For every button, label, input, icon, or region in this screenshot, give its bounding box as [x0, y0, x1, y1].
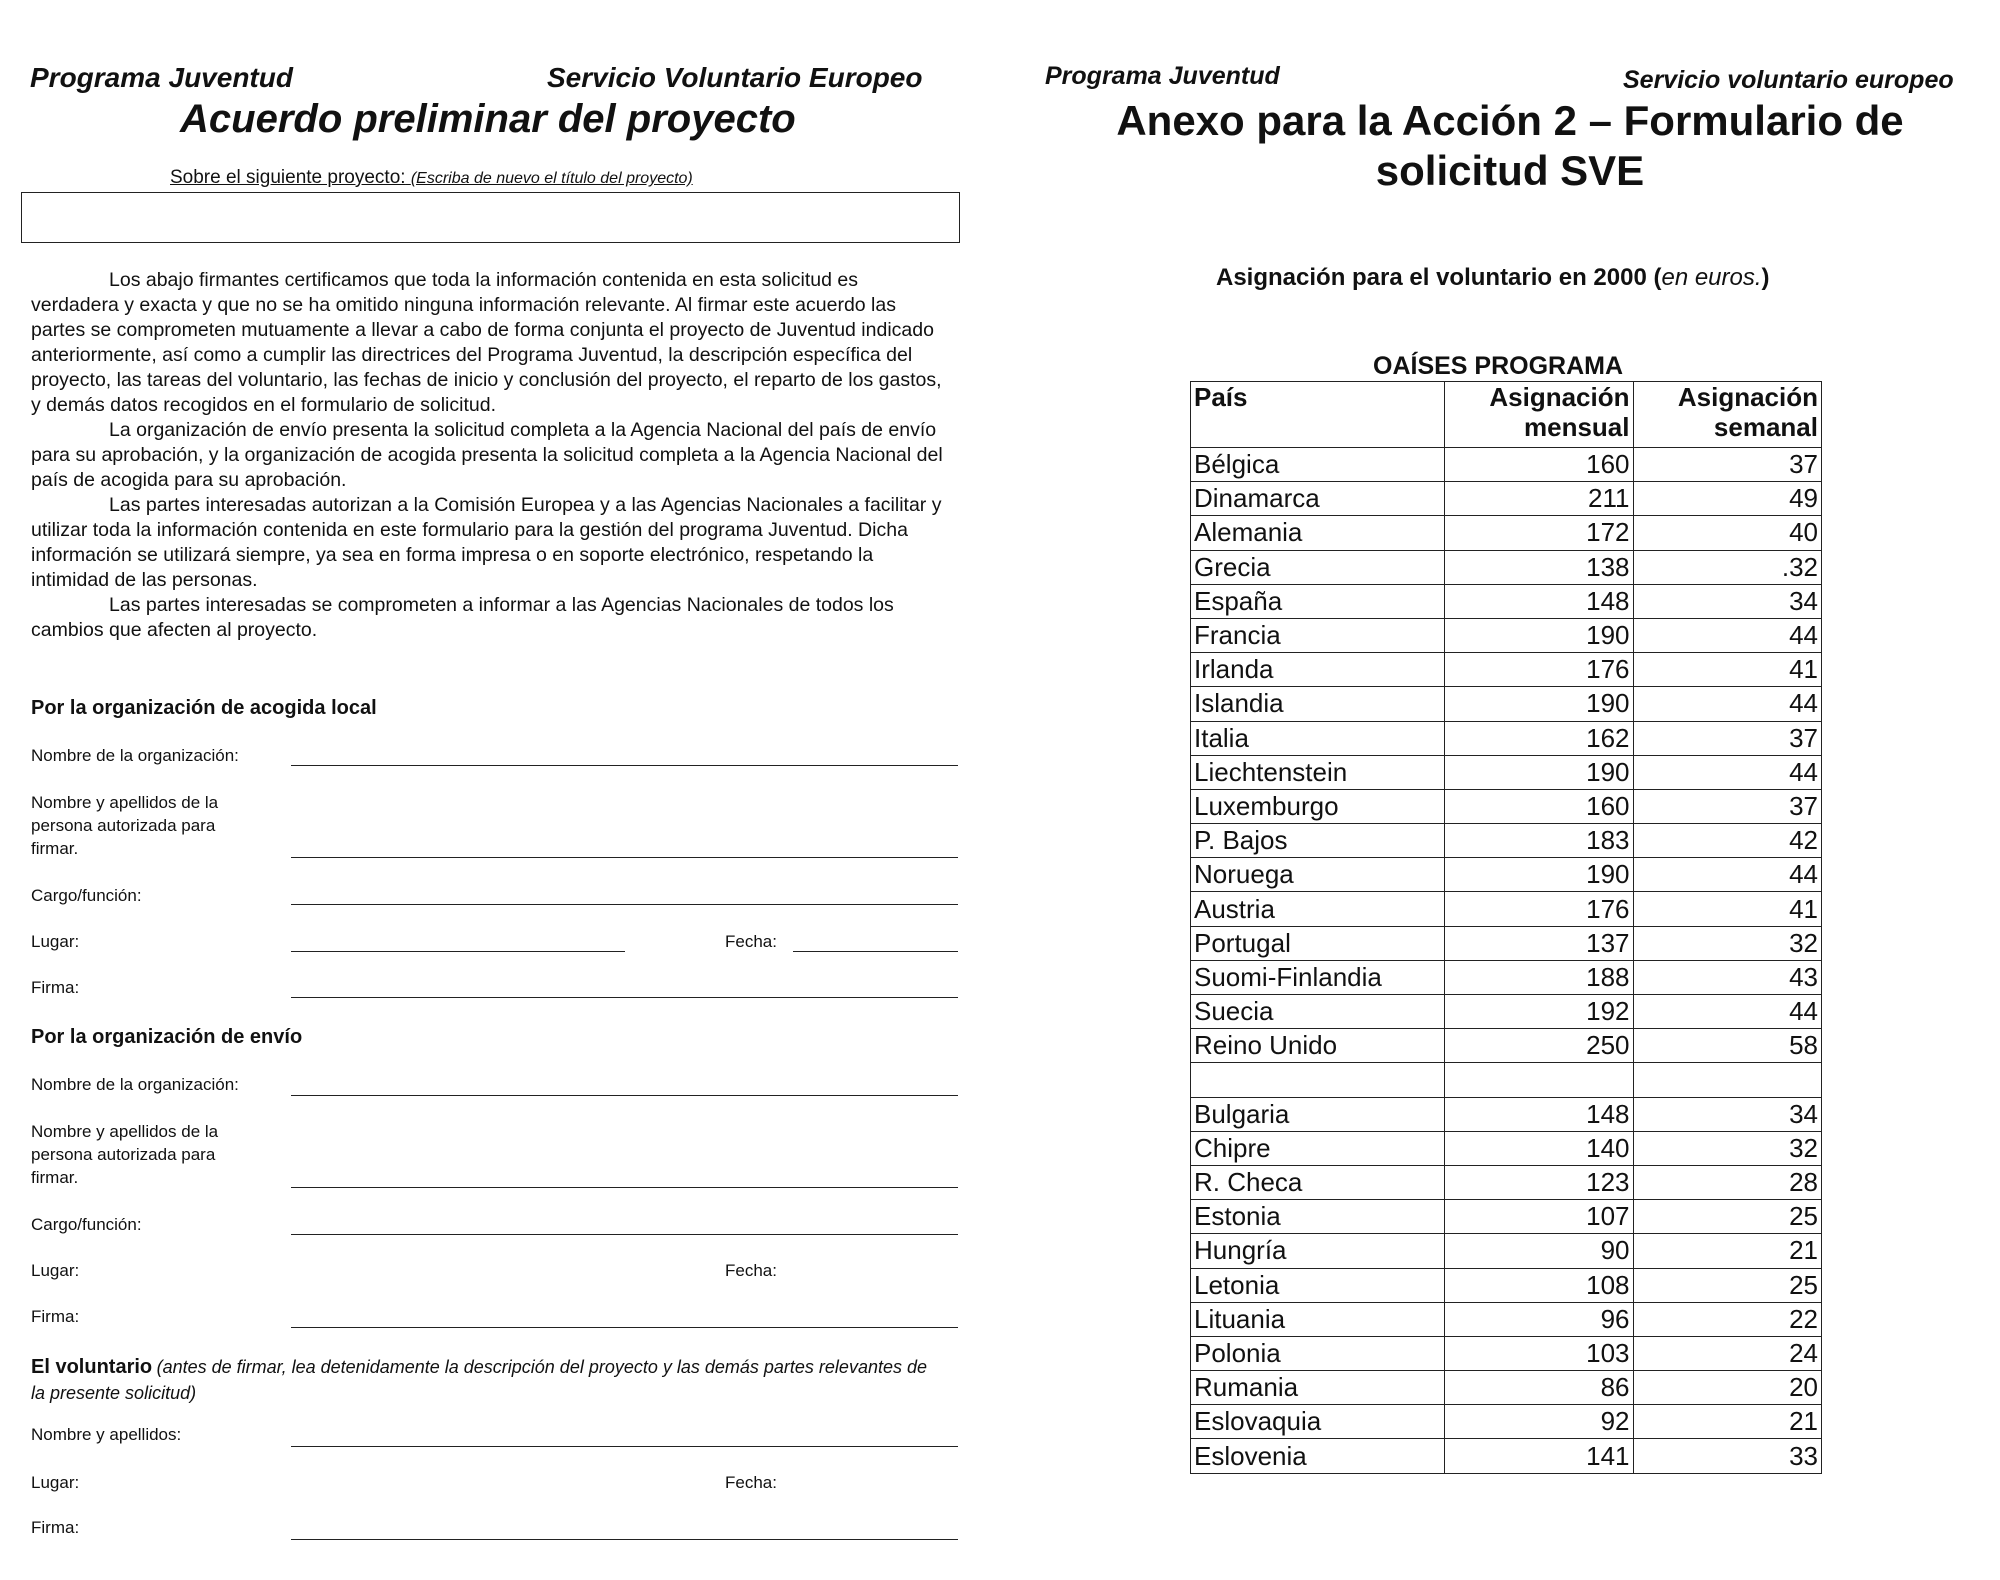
- weekly-cell: 58: [1633, 1029, 1822, 1063]
- table-row: [1191, 755, 1822, 789]
- header-service: Servicio Voluntario Europeo: [547, 62, 923, 93]
- country-cell: Rumania: [1191, 1371, 1445, 1405]
- volunteer-name-label: Nombre y apellidos:: [31, 1425, 182, 1444]
- country-cell: Hungría: [1191, 1234, 1445, 1268]
- table-row: [1191, 789, 1822, 823]
- country-cell: Letonia: [1191, 1268, 1445, 1302]
- monthly-cell: 211: [1445, 482, 1634, 516]
- monthly-cell: 188: [1445, 960, 1634, 994]
- weekly-cell: 44: [1633, 687, 1822, 721]
- monthly-cell: 123: [1445, 1165, 1634, 1199]
- monthly-cell: 172: [1445, 516, 1634, 550]
- send-org-name-label: Nombre de la organización:: [31, 1075, 239, 1094]
- country-cell: Portugal: [1191, 926, 1445, 960]
- send-signature-field[interactable]: [291, 1327, 958, 1328]
- country-cell: Italia: [1191, 721, 1445, 755]
- monthly-cell: 148: [1445, 1097, 1634, 1131]
- host-signature-label: Firma:: [31, 978, 80, 997]
- table-row: [1191, 516, 1822, 550]
- weekly-cell: 25: [1633, 1200, 1822, 1234]
- table-row: [1191, 618, 1822, 652]
- volunteer-note: (antes de firmar, lea detenidamente la descripción del proyecto y las demás partes relevantes de la presente solicitud): [31, 1357, 928, 1403]
- declaration-paragraph: Las partes interesadas autorizan a la Comisión Europea y a las Agencias Nacionales a facilitar y utilizar toda la información contenida en este formulario para la gestión del programa Juventud. Dicha información se utilizará siempre, ya sea en forma impresa o en soporte electrónico, respetando la intimidad de las personas.: [31, 494, 942, 591]
- monthly-cell: 141: [1445, 1439, 1634, 1473]
- monthly-cell: 140: [1445, 1131, 1634, 1165]
- allocation-caption: [1216, 264, 1770, 292]
- weekly-cell: 22: [1633, 1302, 1822, 1336]
- host-signature-field[interactable]: [291, 997, 958, 998]
- table-row: [1191, 1302, 1822, 1336]
- host-role-label: Cargo/función:: [31, 886, 142, 905]
- send-signer-field[interactable]: [291, 1187, 958, 1188]
- project-title-field[interactable]: [21, 192, 960, 243]
- monthly-cell: 176: [1445, 892, 1634, 926]
- volunteer-name-field[interactable]: [291, 1446, 958, 1447]
- volunteer-signature-field[interactable]: [291, 1539, 958, 1540]
- host-place-label: Lugar:: [31, 932, 80, 951]
- country-cell: Alemania: [1191, 516, 1445, 550]
- table-row: [1191, 824, 1822, 858]
- send-date-label: Fecha:: [725, 1261, 777, 1280]
- monthly-cell: 86: [1445, 1371, 1634, 1405]
- send-role-field[interactable]: [291, 1234, 958, 1235]
- monthly-cell: 92: [1445, 1405, 1634, 1439]
- country-cell: España: [1191, 584, 1445, 618]
- send-org-name-field[interactable]: [291, 1095, 958, 1096]
- weekly-cell: 49: [1633, 482, 1822, 516]
- host-signer-field[interactable]: [291, 857, 958, 858]
- table-row: [1191, 1439, 1822, 1473]
- country-cell: Austria: [1191, 892, 1445, 926]
- weekly-cell: 42: [1633, 824, 1822, 858]
- table-row: [1191, 995, 1822, 1029]
- col-header-weekly-line-2: semanal: [1713, 412, 1818, 442]
- monthly-cell: 138: [1445, 550, 1634, 584]
- annex-title: [1040, 96, 1980, 196]
- monthly-cell: 160: [1445, 789, 1634, 823]
- col-header-weekly-line-1: Asignación: [1677, 382, 1818, 412]
- host-org-name-field[interactable]: [291, 765, 958, 766]
- country-cell: Dinamarca: [1191, 482, 1445, 516]
- weekly-cell: 21: [1633, 1405, 1822, 1439]
- table-row: [1191, 584, 1822, 618]
- host-section-heading: Por la organización de acogida local: [31, 697, 377, 719]
- declaration-paragraph: La organización de envío presenta la solicitud completa a la Agencia Nacional del país de envío para su aprobación, y la organización de acogida presenta la solicitud completa a la Agencia Nacional del país de acogida para su aprobación.: [31, 419, 943, 491]
- monthly-cell: 190: [1445, 687, 1634, 721]
- send-section-heading: Por la organización de envío: [31, 1026, 303, 1048]
- declaration-paragraph: Los abajo firmantes certificamos que toda la información contenida en esta solicitud es verdadera y exacta y que no se ha omitido ninguna información relevante. Al firmar este acuerdo las partes se comprometen mutuamente a llevar a cabo de forma conjunta el proyecto de Juventud indicado anteriormente, así como a cumplir las directrices del Programa Juventud, la descripción específica del proyecto, las tareas del voluntario, las fechas de inicio y conclusión del proyecto, el reparto de los gastos, y demás datos recogidos en el formulario de solicitud.: [31, 269, 942, 416]
- monthly-cell: 162: [1445, 721, 1634, 755]
- project-title-prompt: [170, 167, 693, 189]
- country-cell: Bélgica: [1191, 448, 1445, 482]
- country-cell: Estonia: [1191, 1200, 1445, 1234]
- monthly-cell: 190: [1445, 858, 1634, 892]
- header-programme: Programa Juventud: [30, 62, 293, 93]
- programme-caption: OAÍSES PROGRAMA: [1373, 352, 1624, 380]
- weekly-cell: [1633, 1063, 1822, 1097]
- page-title: Acuerdo preliminar del proyecto: [180, 97, 796, 141]
- volunteer-heading: El voluntario: [31, 1356, 153, 1378]
- table-row: [1191, 1200, 1822, 1234]
- weekly-cell: 43: [1633, 960, 1822, 994]
- volunteer-signature-label: Firma:: [31, 1518, 80, 1537]
- table-row: [1191, 653, 1822, 687]
- send-signer-label: Nombre y apellidos de la persona autorizada para firmar.: [31, 1122, 219, 1187]
- allowance-table: [1190, 381, 1822, 1474]
- project-title-prompt-label: Sobre el siguiente proyecto:: [170, 167, 406, 188]
- allocation-caption-text: Asignación para el voluntario en 2000 (: [1216, 264, 1662, 291]
- table-row: [1191, 960, 1822, 994]
- country-cell: Luxemburgo: [1191, 789, 1445, 823]
- table-row: [1191, 1234, 1822, 1268]
- country-cell: Reino Unido: [1191, 1029, 1445, 1063]
- weekly-cell: 41: [1633, 653, 1822, 687]
- col-header-country: País: [1191, 382, 1445, 448]
- col-header-monthly: [1445, 382, 1634, 448]
- country-cell: Francia: [1191, 618, 1445, 652]
- weekly-cell: 37: [1633, 789, 1822, 823]
- monthly-cell: 107: [1445, 1200, 1634, 1234]
- monthly-cell: 137: [1445, 926, 1634, 960]
- annex-title-line-2: solicitud SVE: [1375, 147, 1645, 194]
- host-signer-label: Nombre y apellidos de la persona autorizada para firmar.: [31, 793, 219, 858]
- weekly-cell: 33: [1633, 1439, 1822, 1473]
- weekly-cell: 37: [1633, 448, 1822, 482]
- table-row: [1191, 1029, 1822, 1063]
- table-row: [1191, 550, 1822, 584]
- table-row: [1191, 1097, 1822, 1131]
- weekly-cell: 25: [1633, 1268, 1822, 1302]
- declaration-text: [31, 268, 949, 643]
- table-row: [1191, 1165, 1822, 1199]
- monthly-cell: 148: [1445, 584, 1634, 618]
- weekly-cell: 34: [1633, 584, 1822, 618]
- weekly-cell: 37: [1633, 721, 1822, 755]
- country-cell: Irlanda: [1191, 653, 1445, 687]
- host-org-name-label: Nombre de la organización:: [31, 746, 239, 765]
- annex-title-line-1: Anexo para la Acción 2 – Formulario de: [1116, 97, 1904, 144]
- table-row: [1191, 1268, 1822, 1302]
- country-cell: Islandia: [1191, 687, 1445, 721]
- country-cell: Suecia: [1191, 995, 1445, 1029]
- volunteer-section-heading: [31, 1355, 931, 1407]
- host-date-label: Fecha:: [725, 932, 777, 951]
- host-date-field[interactable]: [793, 951, 958, 952]
- send-signature-label: Firma:: [31, 1307, 80, 1326]
- annex-header-service: Servicio voluntario europeo: [1623, 66, 1954, 94]
- country-cell: Eslovaquia: [1191, 1405, 1445, 1439]
- country-cell: Noruega: [1191, 858, 1445, 892]
- country-cell: Polonia: [1191, 1336, 1445, 1370]
- country-cell: P. Bajos: [1191, 824, 1445, 858]
- weekly-cell: 28: [1633, 1165, 1822, 1199]
- weekly-cell: 24: [1633, 1336, 1822, 1370]
- col-header-monthly-line-1: Asignación: [1489, 382, 1630, 412]
- table-row: [1191, 926, 1822, 960]
- weekly-cell: 41: [1633, 892, 1822, 926]
- monthly-cell: 190: [1445, 618, 1634, 652]
- table-body: [1191, 448, 1822, 1474]
- monthly-cell: 160: [1445, 448, 1634, 482]
- country-cell: Liechtenstein: [1191, 755, 1445, 789]
- table-row: [1191, 892, 1822, 926]
- host-role-field[interactable]: [291, 904, 958, 905]
- volunteer-place-label: Lugar:: [31, 1473, 80, 1492]
- monthly-cell: 108: [1445, 1268, 1634, 1302]
- weekly-cell: 44: [1633, 618, 1822, 652]
- country-cell: Grecia: [1191, 550, 1445, 584]
- table-row: [1191, 482, 1822, 516]
- country-cell: Eslovenia: [1191, 1439, 1445, 1473]
- monthly-cell: 190: [1445, 755, 1634, 789]
- table-row: [1191, 1405, 1822, 1439]
- declaration-paragraph: Las partes interesadas se comprometen a informar a las Agencias Nacionales de todos los cambios que afecten al proyecto.: [31, 594, 894, 641]
- weekly-cell: 21: [1633, 1234, 1822, 1268]
- country-cell: [1191, 1063, 1445, 1097]
- table-row: [1191, 1371, 1822, 1405]
- weekly-cell: 32: [1633, 1131, 1822, 1165]
- monthly-cell: 183: [1445, 824, 1634, 858]
- annex-header-programme: Programa Juventud: [1045, 62, 1280, 90]
- monthly-cell: [1445, 1063, 1634, 1097]
- volunteer-date-label: Fecha:: [725, 1473, 777, 1492]
- col-header-weekly: [1633, 382, 1822, 448]
- table-row: [1191, 1336, 1822, 1370]
- monthly-cell: 250: [1445, 1029, 1634, 1063]
- weekly-cell: 44: [1633, 995, 1822, 1029]
- monthly-cell: 96: [1445, 1302, 1634, 1336]
- monthly-cell: 192: [1445, 995, 1634, 1029]
- table-header-row: [1191, 382, 1822, 448]
- monthly-cell: 103: [1445, 1336, 1634, 1370]
- host-place-field[interactable]: [291, 951, 625, 952]
- send-place-label: Lugar:: [31, 1261, 80, 1280]
- country-cell: Lituania: [1191, 1302, 1445, 1336]
- country-cell: R. Checa: [1191, 1165, 1445, 1199]
- weekly-cell: .32: [1633, 550, 1822, 584]
- weekly-cell: 44: [1633, 858, 1822, 892]
- allocation-caption-close: ): [1761, 264, 1770, 291]
- table-row: [1191, 721, 1822, 755]
- country-cell: Suomi-Finlandia: [1191, 960, 1445, 994]
- table-row: [1191, 448, 1822, 482]
- col-header-monthly-line-2: mensual: [1524, 412, 1630, 442]
- project-title-prompt-hint: (Escriba de nuevo el título del proyecto): [410, 170, 693, 187]
- weekly-cell: 32: [1633, 926, 1822, 960]
- weekly-cell: 44: [1633, 755, 1822, 789]
- weekly-cell: 34: [1633, 1097, 1822, 1131]
- weekly-cell: 40: [1633, 516, 1822, 550]
- monthly-cell: 90: [1445, 1234, 1634, 1268]
- table-row: [1191, 1063, 1822, 1097]
- table-row: [1191, 687, 1822, 721]
- table-row: [1191, 858, 1822, 892]
- table-row: [1191, 1131, 1822, 1165]
- allocation-caption-units: en euros.: [1661, 264, 1762, 291]
- monthly-cell: 176: [1445, 653, 1634, 687]
- country-cell: Bulgaria: [1191, 1097, 1445, 1131]
- country-cell: Chipre: [1191, 1131, 1445, 1165]
- send-role-label: Cargo/función:: [31, 1215, 142, 1234]
- weekly-cell: 20: [1633, 1371, 1822, 1405]
